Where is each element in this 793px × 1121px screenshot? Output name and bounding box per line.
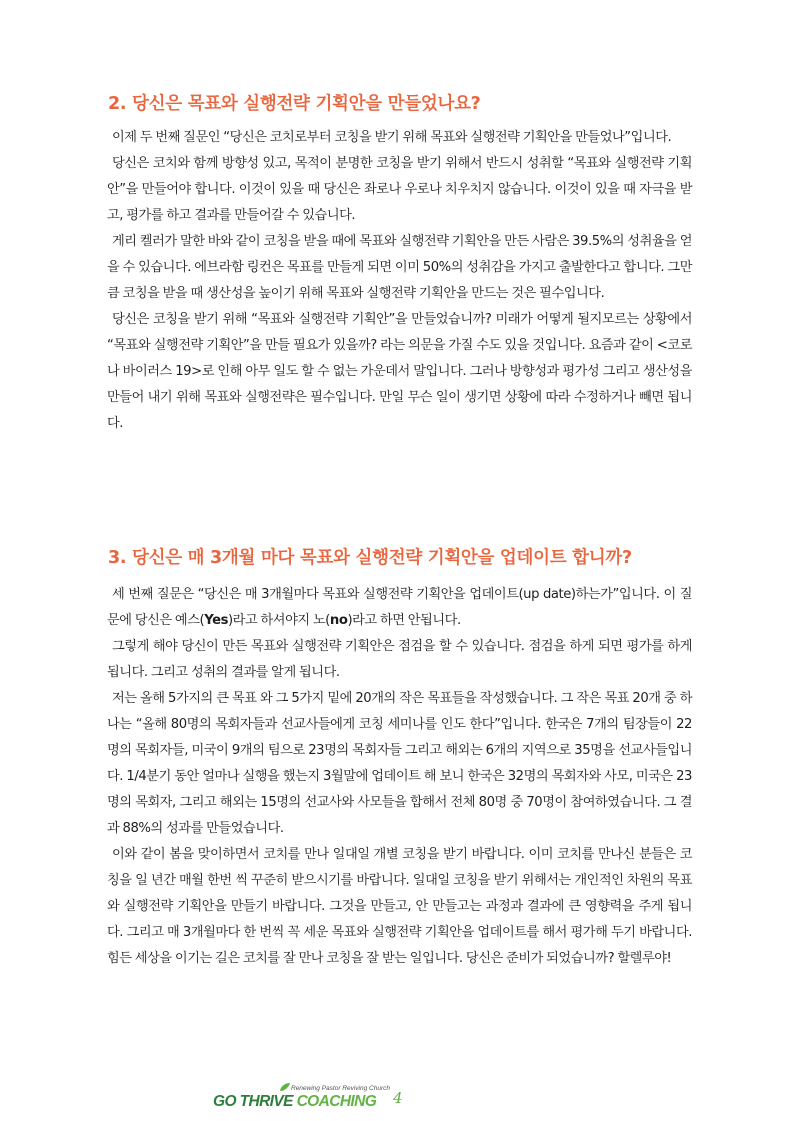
- section-2-paragraph: 당신은 코칭을 받기 위해 “목표와 실행전략 기획안”을 만들었습니까? 미래가 어떻게 될지모르는 상황에서 “목표와 실행전략 기획안”을 만들 필요가 있을까? 라는 의문을 가질 수도 있을 것입니다. 요즘과 같이 <코로나 바이러스 19>로 인해 아무 일도 할 수 없는 가운데서 말입니다. 그러나 방향성과 평가성 그리고 생산성을 만들어 내기 위해 목표와 실행전략은 필수입니다. 만일 무슨 일이 생기면 상황에 따라 수정하거나 빼면 됩니다.: [107, 312, 692, 431]
- section-3-intro-paragraph: [107, 582, 692, 634]
- section-2-heading: 2. 당신은 목표와 실행전략 기획안을 만들었나요?: [108, 94, 481, 114]
- intro-text: )라고 하셔야지 노(: [227, 613, 330, 628]
- section-2-paragraph: 당신은 코치와 함께 방향성 있고, 목적이 분명한 코칭을 받기 위해서 반드시 성취할 “목표와 실행전략 기획안”을 만들어야 합니다. 이것이 있을 때 당신은 좌로나 우로나 치우치지 않습니다. 이것이 있을 때 자극을 받고, 평가를 하고 결과를 만들어갈 수 있습니다.: [107, 156, 692, 223]
- section-3-paragraph: 저는 올해 5가지의 큰 목표 와 그 5가지 밑에 20개의 작은 목표들을 작성했습니다. 그 작은 목표 20개 중 하나는 “올해 80명의 목회자들과 선교사들에게 코칭 세미나를 인도 한다”입니다. 한국은 7개의 팀장들이 22명의 목회자들, 미국이 9개의 팀으로 23명의 목회자들 그리고 해외는 6개의 지역으로 35명을 선교사들입니다. 1/4분기 동안 얼마나 실행을 했는지 3월말에 업데이트 해 보니 한국은 32명의 목회자와 사모, 미국은 23명의 목회자, 그리고 해외는 15명의 선교사와 사모들을 합해서 전체 80명 중 70명이 참여하였습니다. 그 결과 88%의 성과를 만들었습니다.: [107, 691, 692, 836]
- page-number: 4: [393, 1089, 403, 1107]
- intro-text: )라고 하면 안됩니다.: [347, 613, 461, 628]
- leaf-icon: [279, 1082, 291, 1092]
- no-emphasis: no: [329, 613, 348, 628]
- section-3-body: [107, 582, 692, 972]
- intro-text: 세 번째 질문은 “당신은 매 3개월마다 목표와 실행전략 기획안을 업데이트(up date)하는가”입니다. 이 질문에 당신은 예스(: [107, 587, 692, 628]
- section-3-paragraph: 그렇게 해야 당신이 만든 목표와 실행전략 기획안은 점검을 할 수 있습니다. 점검을 하게 되면 평가를 하게 됩니다. 그리고 성취의 결과를 알게 됩니다.: [107, 639, 692, 680]
- brand-go-thrive: GO THRIVE: [213, 1093, 293, 1110]
- footer-tagline: Renewing Pastor Reviving Church: [291, 1085, 390, 1092]
- section-2-body: [107, 125, 692, 437]
- section-2-paragraph: 게리 켈러가 말한 바와 같이 코칭을 받을 때에 목표와 실행전략 기획안을 만든 사람은 39.5%의 성취율을 얻을 수 있습니다. 에브라함 링컨은 목표를 만들게 되면 이미 50%의 성취감을 가지고 출발한다고 합니다. 그만큼 코칭을 받을 때 생산성을 높이기 위해 목표와 실행전략 기획안을 만드는 것은 필수입니다.: [107, 234, 692, 301]
- section-3-paragraph: 이와 같이 봄을 맞이하면서 코치를 만나 일대일 개별 코칭을 받기 바랍니다. 이미 코치를 만나신 분들은 코칭을 일 년간 매월 한번 씩 꾸준히 받으시기를 바랍니다. 일대일 코칭을 받기 위해서는 개인적인 차원의 목표와 실행전략 기획안을 만들기 바랍니다. 그것을 만들고, 안 만들고는 과정과 결과에 큰 영향력을 주게 됩니다. 그리고 매 3개월마다 한 번씩 꼭 세운 목표와 실행전략 기획안을 업데이트를 해서 평가해 두기 바랍니다. 힘든 세상을 이기는 길은 코치를 잘 만나 코칭을 잘 받는 일입니다. 당신은 준비가 되었습니까? 할렐루야!: [107, 847, 692, 966]
- section-2-paragraph: 이제 두 번째 질문인 “당신은 코치로부터 코칭을 받기 위해 목표와 실행전략 기획안을 만들었나”입니다.: [112, 130, 672, 145]
- yes-emphasis: Yes: [204, 613, 228, 628]
- brand-coaching: COACHING: [296, 1093, 377, 1110]
- section-3-heading: 3. 당신은 매 3개월 마다 목표와 실행전략 기획안을 업데이트 합니까?: [108, 548, 632, 568]
- footer-brand: [213, 1093, 376, 1111]
- footer-logo: [213, 1082, 413, 1112]
